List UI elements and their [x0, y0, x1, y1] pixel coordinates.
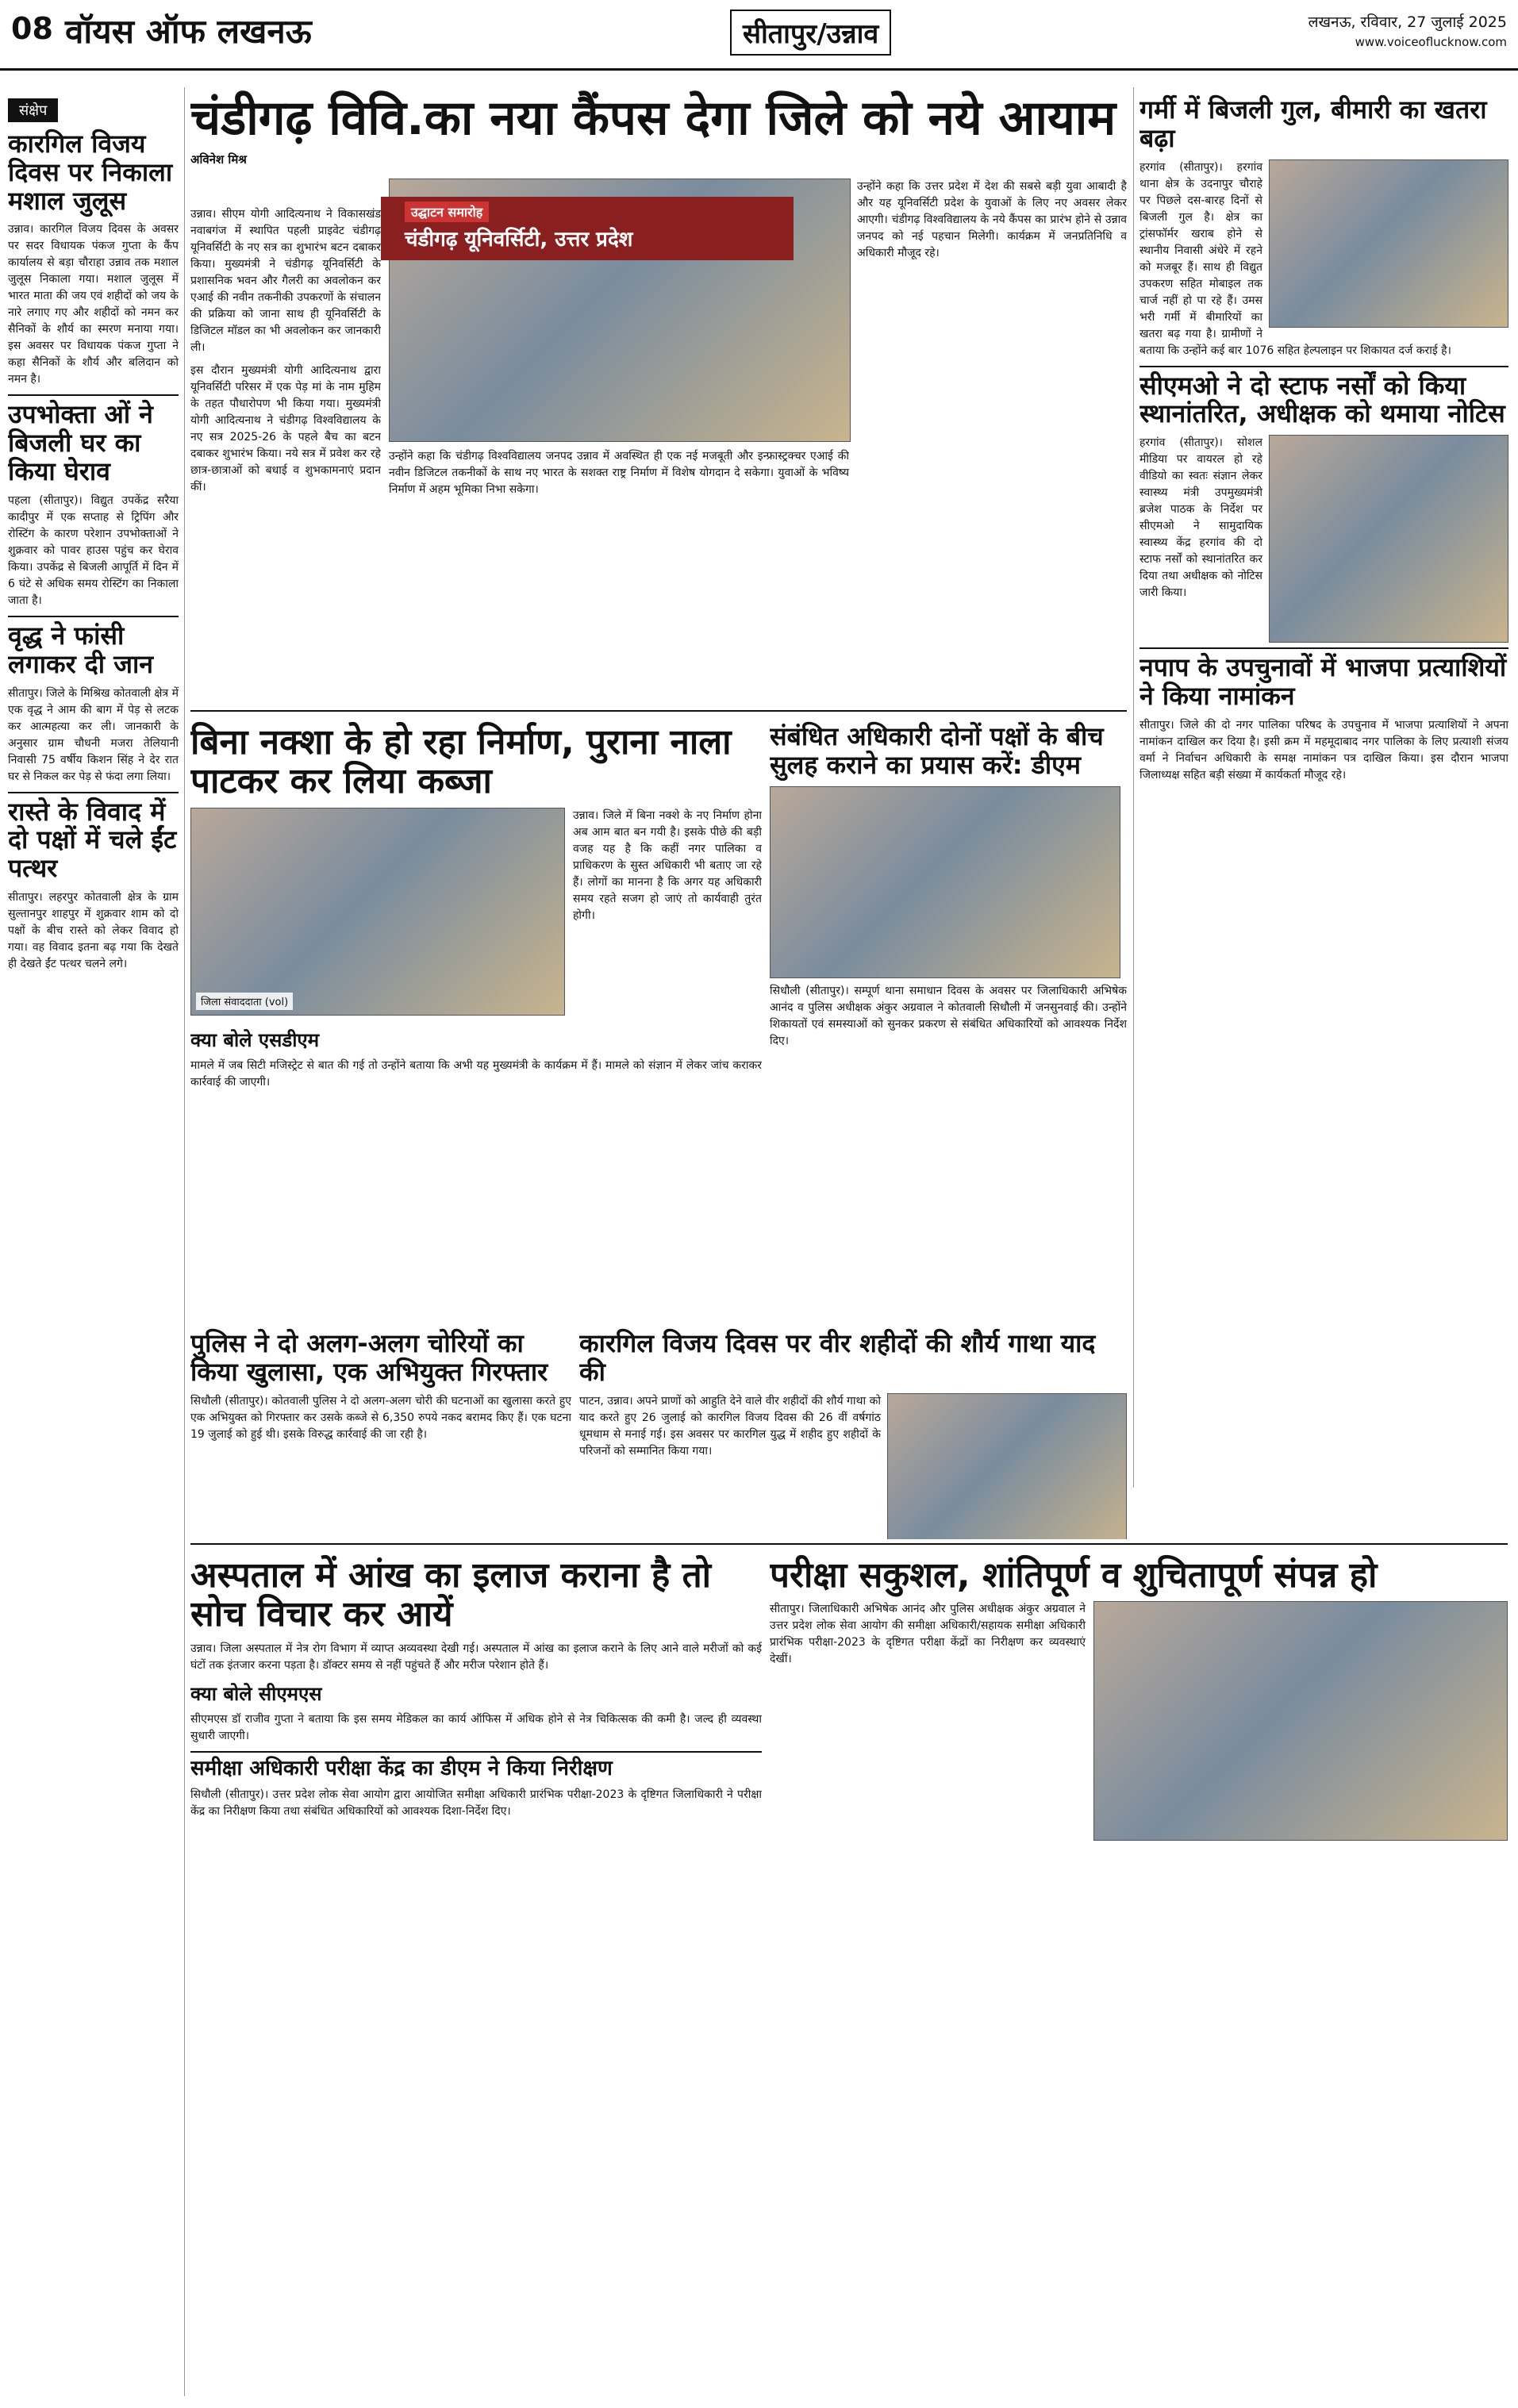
lead-col-2 [389, 448, 849, 702]
right-story-2-photo [1269, 435, 1508, 643]
hospital-story [190, 1551, 762, 2392]
edition-label: सीतापुर/उन्नाव [730, 10, 891, 56]
right-column [1139, 91, 1508, 1488]
divider [8, 792, 179, 793]
lead-photo-banner [381, 197, 794, 260]
section-rule [190, 1543, 1508, 1545]
lead-byline: अविनेश मिश्र [190, 152, 247, 167]
dm-headline: संबंधित अधिकारी दोनों पक्षों के बीच सुलह कराने का प्रयास करें: डीएम [770, 721, 1104, 780]
lead-body-2: इस दौरान मुख्यमंत्री योगी आदित्यनाथ द्वारा यूनिवर्सिटी परिसर में एक पेड़ मां के नाम मुहिम के तहत पौधारोपण भी किया गया। मुख्यमंत्री योगी आदित्यनाथ ने चंडीगढ़ विश्वविद्यालय के नए सत्र 2025-26 के पहले बैच का बटन दबाकर शुभारंभ किया। नये सत्र में प्रवेश कर रहे छात्र-छात्राओं को बधाई व शुभकामनाएं प्रदान कीं। [190, 364, 381, 494]
right-story-2-headline: सीएमओ ने दो स्टाफ नर्सों को किया स्थानांतरित, अधीक्षक को थमाया नोटिस [1139, 370, 1505, 429]
lead-body-3: उन्होंने कहा कि चंडीगढ़ विश्वविद्यालय जनपद उन्नाव में अवस्थित ही एक नई मजबूती और इन्फ्रास्ट्रक्चर एआई की नवीन डिजिटल तकनीकों के साथ नए भारत के सशक्त राष्ट्र निर्माण में विशेष योगदान दे सकेगा। युवाओं के भविष्य निर्माण में अहम भूमिका निभा सकेगा। [389, 450, 849, 496]
divider [8, 394, 179, 396]
kargil-headline: कारगिल विजय दिवस पर वीर शहीदों की शौर्य गाथा याद की [579, 1328, 1096, 1387]
column-rule [1133, 87, 1134, 1488]
right-story-1-headline: गर्मी में बिजली गुल, बीमारी का खतरा बढ़ा [1139, 94, 1487, 153]
exam-story [770, 1551, 1508, 2392]
hospital-body: उन्नाव। जिला अस्पताल में नेत्र रोग विभाग में व्याप्त अव्यवस्था देखी गई। अस्पताल में आंख का इलाज कराने के लिए आने वाले मरीजों को कई घंटों तक इंतजार करना पड़ता है। डॉक्टर समय से नहीं पहुंचते हैं और मरीज परेशान होते हैं। [190, 1642, 762, 1672]
construction-headline: बिना नक्शा के हो रहा निर्माण, पुराना नाला पाटकर कर लिया कब्जा [190, 722, 732, 802]
exam-body: सीतापुर। जिलाधिकारी अभिषेक आनंद और पुलिस अधीक्षक अंकुर अग्रवाल ने उत्तर प्रदेश लोक सेवा आयोग की समीक्षा अधिकारी/सहायक समीक्षा अधिकारी प्रारंभिक परीक्षा-2023 के दृष्टिगत परीक्षा केंद्रों का निरीक्षण कर व्यवस्थाएं देखीं। [770, 1603, 1086, 1666]
right-story-1-body: हरगांव (सीतापुर)। हरगांव थाना क्षेत्र के उदनापुर चौराहे पर पिछले दस-बारह दिनों से बिजली गुल है। क्षेत्र का ट्रांसफॉर्मर खराब होने से स्थानीय निवासी अंधेरे में रहने को मजबूर हैं। साथ ही विद्युत उपकरण सहित मोबाइल तक चार्ज नहीं हो पा रहे हैं। उमस भरी गर्मी में बीमारियों का खतरा बढ़ गया है। ग्रामीणों ने बताया कि उन्होंने कई बार 1076 सहित हेल्पलाइन पर शिकायत दर्ज कराई है। [1139, 160, 1451, 357]
divider [1139, 366, 1508, 367]
brief-1-headline: कारगिल विजय दिवस पर निकाला मशाल जुलूस [8, 129, 173, 216]
divider [190, 1751, 762, 1753]
sdm-body: मामले में जब सिटी मजिस्ट्रेट से बात की गई तो उन्होंने बताया कि अभी यह मुख्यमंत्री के कार्यक्रम में हैं। मामले को संज्ञान में लेकर जांच कराकर कार्रवाई की जाएगी। [190, 1058, 762, 1089]
lead-body-4: उन्होंने कहा कि उत्तर प्रदेश में देश की सबसे बड़ी युवा आबादी है और यह यूनिवर्सिटी प्रदेश के युवाओं के लिए नए अवसर लेकर आएगी। चंडीगढ़ विश्वविद्यालय के नये कैंपस का प्रारंभ होने से उन्नाव जनपद को नई पहचान मिलेगी। कार्यक्रम में जनप्रतिनिधि व अधिकारी मौजूद रहे। [857, 180, 1127, 259]
sdm-subhead: क्या बोले एसडीएम [190, 1028, 320, 1051]
dm-photo [770, 786, 1120, 978]
exam-centre-headline: समीक्षा अधिकारी परीक्षा केंद्र का डीएम ने किया निरीक्षण [190, 1756, 613, 1780]
masthead [0, 0, 1518, 71]
theft-story [190, 1325, 571, 1539]
construction-body: उन्नाव। जिले में बिना नक्शे के नए निर्माण होना अब आम बात बन गयी है। इसके पीछे की बड़ी वजह यह है कि कहीं नगर पालिका व प्राधिकरण के सुस्त अधिकारी भी बताए जा रहे हैं। लोगों का मानना है कि अगर यह अधिकारी समय रहते सजग हो जाएं तो कार्यवाही तुरंत होगी। [573, 808, 762, 922]
website: www.voiceoflucknow.com [1355, 35, 1507, 49]
exam-centre-body: सिधौली (सीतापुर)। उत्तर प्रदेश लोक सेवा आयोग द्वारा आयोजित समीक्षा अधिकारी प्रारंभिक परीक्षा-2023 के दृष्टिगत जिलाधिकारी ने परीक्षा केंद्र का निरीक्षण किया तथा संबंधित अधिकारियों को आवश्यक दिशा-निर्देश दिए। [190, 1788, 762, 1818]
section-rule [190, 710, 1127, 712]
theft-headline: पुलिस ने दो अलग-अलग चोरियों का किया खुलासा, एक अभियुक्त गिरफ्तार [190, 1328, 548, 1387]
brief-4-headline: रास्ते के विवाद में दो पक्षों में चले ईंट पत्थर [8, 796, 177, 884]
divider [1139, 647, 1508, 649]
page-number: 08 [11, 11, 53, 46]
divider [8, 616, 179, 617]
construction-story [190, 718, 762, 1353]
cms-body: सीएमएस डॉ राजीव गुप्ता ने बताया कि इस समय मेडिकल का कार्य ऑफिस में अधिक होने से नेत्र चिकित्सक की कमी है। जल्द ही व्यवस्था सुधारी जाएगी। [190, 1712, 762, 1742]
theft-body: सिधौली (सीतापुर)। कोतवाली पुलिस ने दो अलग-अलग चोरी की घटनाओं का खुलासा करते हुए एक अभियुक्त को गिरफ्तार कर उसके कब्जे से 6,350 रुपये नकद बरामद किए हैं। एक घटना 19 जुलाई को हुई थी। इसके विरुद्ध कार्रवाई की जा रही है। [190, 1394, 571, 1441]
kargil-photo [887, 1393, 1127, 1539]
paper-name: वॉयस ऑफ लखनऊ [65, 12, 312, 51]
brief-4-body: सीतापुर। लहरपुर कोतवाली क्षेत्र के ग्राम सुल्तानपुर शाहपुर में शुक्रवार शाम को दो पक्षों के बीच रास्ते को लेकर विवाद हो गया। वह विवाद इतना बढ़ गया कि देखते ही देखते ईंट पत्थर चलने लगे। [8, 891, 179, 971]
exam-photo [1093, 1601, 1508, 1841]
brief-2-headline: उपभोक्ता ओं ने बिजली घर का किया घेराव [8, 399, 153, 487]
dm-story [770, 718, 1127, 1321]
cms-subhead: क्या बोले सीएमएस [190, 1682, 322, 1705]
lead-col-1 [190, 206, 381, 706]
lead-body-1: उन्नाव। सीएम योगी आदित्यनाथ ने विकासखंड नवाबगंज में स्थापित पहली प्राइवेट चंडीगढ़ यूनिवर्सिटी के नए सत्र का शुभारंभ बटन दबाकर किया। मुख्यमंत्री ने चंडीगढ़ यूनिवर्सिटी के प्रशासनिक भवन और गैलरी का अवलोकन कर एआई की नवीन तकनीकी उपकरणों के संचालन की प्रक्रिया को जाना साथ ही यूनिवर्सिटी के डिजिटल मॉडल का भी अवलोकन कर जानकारी ली। [190, 208, 381, 354]
kargil-body: पाटन, उन्नाव। अपने प्राणों को आहुति देने वाले वीर शहीदों की शौर्य गाथा को याद करते हुए 26 जुलाई को कारगिल विजय दिवस की 26 वीं वर्षगांठ धूमधाम से मनाई गई। इस अवसर पर कारगिल युद्ध में शहीद हुए शहीदों के परिजनों को सम्मानित किया गया। [579, 1394, 881, 1457]
kargil-story [579, 1325, 1127, 1539]
right-story-3-body: सीतापुर। जिले की दो नगर पालिका परिषद के उपचुनाव में भाजपा प्रत्याशियों ने अपना नामांकन दाखिल कर दिया है। इसी क्रम में महमूदाबाद नगर पालिका के लिए प्रत्याशी संजय वर्मा ने निर्वाचन अधिकारी के समक्ष नामांकन पत्र दाखिल किया। इस दौरान भाजपा जिलाध्यक्ष सहित बड़ी संख्या में कार्यकर्ता मौजूद रहे। [1139, 718, 1508, 782]
construction-photo-caption: जिला संवाददाता (vol) [196, 993, 293, 1010]
right-story-3-headline: नपाप के उपचुनावों में भाजपा प्रत्याशियों ने किया नामांकन [1139, 652, 1507, 712]
column-rule [184, 87, 185, 2396]
brief-3-headline: वृद्ध ने फांसी लगाकर दी जान [8, 620, 154, 679]
lead-col-3 [857, 179, 1127, 702]
briefs-tag: संक्षेप [8, 98, 58, 122]
construction-photo [190, 808, 565, 1016]
brief-2-body: पहला (सीतापुर)। विद्युत उपकेंद्र सरैया कादीपुर में एक सप्ताह से ट्रिपिंग और रोस्टिंग के कारण परेशान उपभोक्ताओं ने शुक्रवार को पावर हाउस पहुंच कर घेराव किया। उपकेंद्र से बिजली आपूर्ति में दिन में 6 घंटे से अधिक समय रोस्टिंग का निकाला जाता है। [8, 494, 179, 607]
exam-headline: परीक्षा सकुशल, शांतिपूर्ण व शुचितापूर्ण संपन्न हो [770, 1555, 1378, 1596]
right-story-2-body: हरगांव (सीतापुर)। सोशल मीडिया पर वायरल हो रहे वीडियो का स्वतः संज्ञान लेकर स्वास्थ्य मंत्री उपमुख्यमंत्री ब्रजेश पाठक के निर्देश पर सीएमओ ने सामुदायिक स्वास्थ्य केंद्र हरगांव की दो स्टाफ नर्सों को स्थानांतरित कर दिया तथा अधीक्षक को नोटिस जारी किया। [1139, 436, 1262, 600]
dm-body: सिधौली (सीतापुर)। सम्पूर्ण थाना समाधान दिवस के अवसर पर जिलाधिकारी अभिषेक आनंद व पुलिस अधीक्षक अंकुर अग्रवाल ने कोतवाली सिधौली में जनसुनवाई की। उन्होंने शिकायतों एवं समस्याओं को सुनकर प्रकरण से संबंधित अधिकारियों को आवश्यक निर्देश दिए। [770, 984, 1127, 1047]
brief-1-body: उन्नाव। कारगिल विजय दिवस के अवसर पर सदर विधायक पंकज गुप्ता के कैंप कार्यालय से बड़ा चौराहा उन्नाव तक मशाल जुलूस निकाला गया। मशाल जुलूस में भारत माता की जय एवं शहीदों को जय के नारे लगाए गए और शहीदों को नमन कर सैनिकों के शौर्य का स्मरण मनाया गया। इस अवसर पर विधायक पंकज गुप्ता ने कहा सैनिकों के शौर्य और बलिदान को नमन है। [8, 223, 179, 386]
dateline: लखनऊ, रविवार, 27 जुलाई 2025 [1308, 13, 1507, 31]
right-story-1-photo [1269, 159, 1508, 328]
hospital-headline: अस्पताल में आंख का इलाज कराना है तो सोच विचार कर आयें [190, 1555, 712, 1635]
banner-title: चंडीगढ़ यूनिवर्सिटी, उत्तर प्रदेश [405, 228, 633, 252]
lead-headline: चंडीगढ़ विवि.का नया कैंपस देगा जिले को नये आयाम [190, 90, 1116, 146]
banner-tag: उद्घाटन समारोह [405, 202, 489, 222]
briefs-column [8, 95, 179, 2396]
brief-3-body: सीतापुर। जिले के मिश्रिख कोतवाली क्षेत्र में एक वृद्ध ने आम की बाग में पेड़ से लटक कर आत्महत्या कर ली। जानकारी के अनुसार ग्राम चौधनी मजरा तेलियानी निवासी 75 वर्षीय किशन सिंह ने देर रात घर से निकल कर पेड़ से फंदा लगा लिया। [8, 686, 179, 783]
